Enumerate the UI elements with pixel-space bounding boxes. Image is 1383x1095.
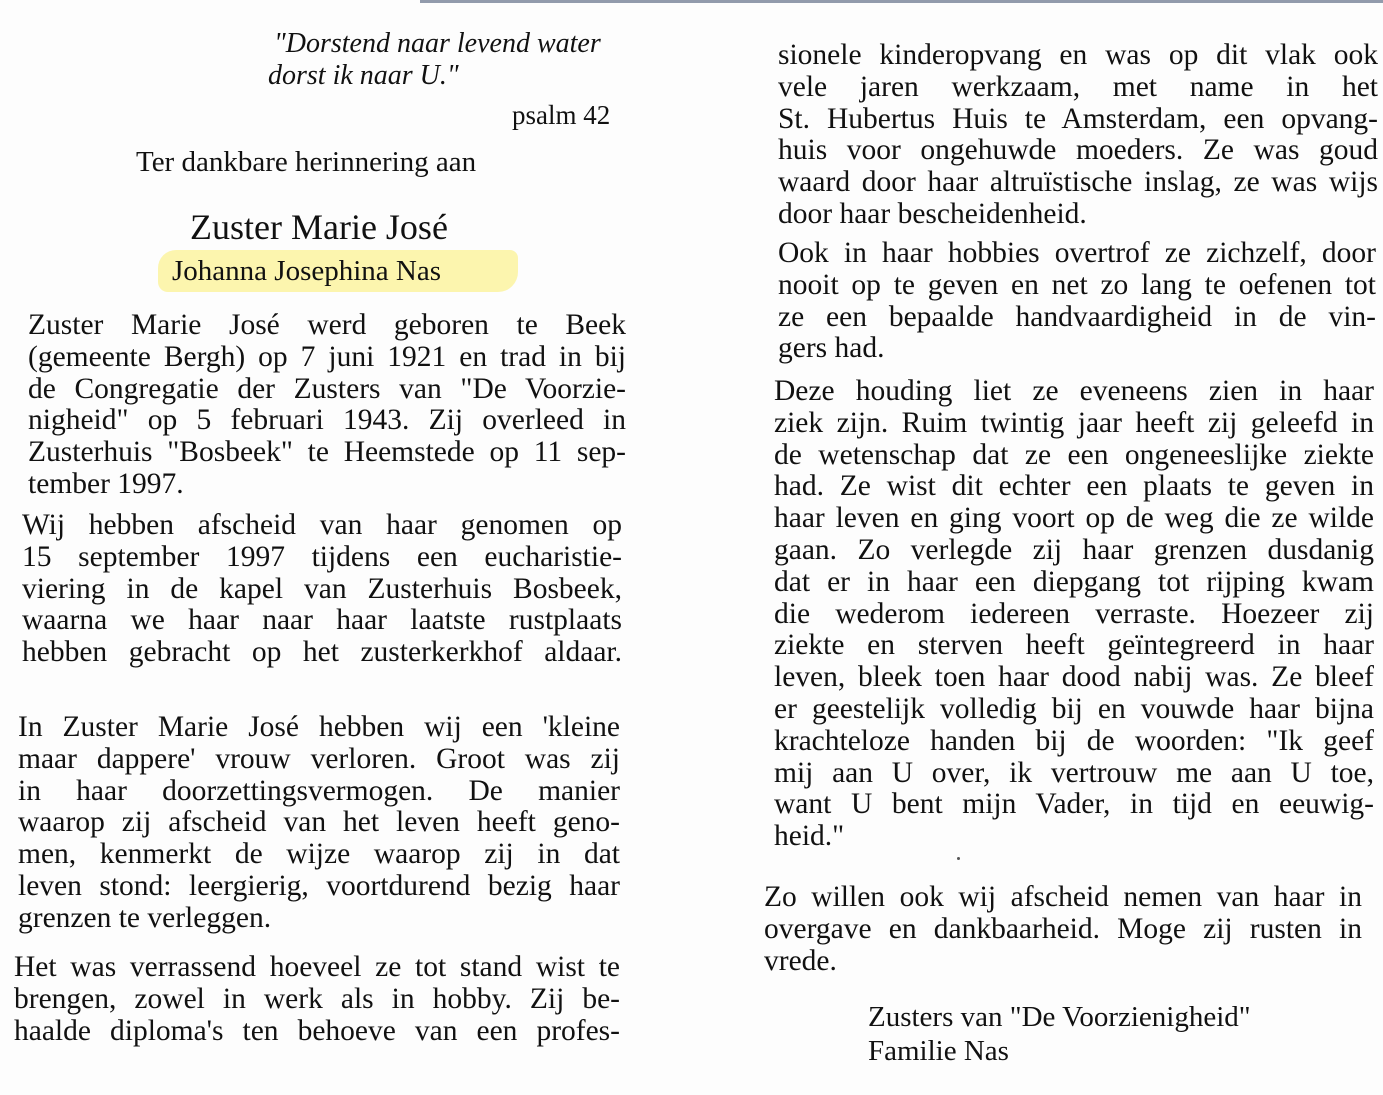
text-line: mij aan U over, ik vertrouw me aan U toe, xyxy=(774,756,1374,789)
text-line: Ook in haar hobbies overtrof ze zichzelf, door xyxy=(778,237,1376,269)
text-line: nooit op te geven en net zo lang te oefenen tot xyxy=(778,268,1376,301)
text-line: men, kenmerkt de wijze waarop zij in dat xyxy=(18,838,620,871)
text-line: haar leven en ging voort op de weg die ze wilde xyxy=(774,502,1374,535)
text-line: In Zuster Marie José hebben wij een 'kleine xyxy=(18,711,620,743)
paragraph-farewell xyxy=(22,510,622,669)
paragraph-closing xyxy=(764,882,1362,977)
text-line: vrede. xyxy=(764,944,837,977)
text-line: 15 september 1997 tijdens een eucharistie- xyxy=(22,540,622,573)
text-line: haalde diploma's ten behoeve van een profes- xyxy=(14,1014,620,1047)
intro-text: Ter dankbare herinnering aan xyxy=(136,146,477,178)
text-line: hebben gebracht op het zusterkerkhof aldaar. xyxy=(22,636,622,669)
text-line: (gemeente Bergh) op 7 juni 1921 en trad in bij xyxy=(28,340,626,373)
text-line: waarop zij afscheid van het leven heeft geno- xyxy=(18,806,620,839)
text-line: vele jaren werkzaam, met name in het xyxy=(778,70,1378,103)
text-line: viering in de kapel van Zusterhuis Bosbeek, xyxy=(22,572,622,605)
text-line: er geestelijk volledig bij en vouwde haar bijna xyxy=(774,692,1374,725)
paragraph-character xyxy=(18,712,620,935)
text-line: overgave en dankbaarheid. Moge zij rusten in xyxy=(764,912,1362,945)
text-line: die wederom iedereen verraste. Hoezeer zij xyxy=(774,597,1374,630)
text-line: Deze houding liet ze eveneens zien in haar xyxy=(774,375,1374,407)
text-line: huis voor ongehuwde moeders. Ze was goud xyxy=(778,134,1378,167)
motto-source: psalm 42 xyxy=(512,100,611,130)
text-line: had. Ze wist dit echter een plaats te geven in xyxy=(774,470,1374,503)
religious-name: Zuster Marie José xyxy=(190,207,448,247)
text-line: heid." xyxy=(774,820,845,853)
motto-line-2: dorst ik naar U." xyxy=(268,60,459,91)
text-line: door haar bescheidenheid. xyxy=(778,197,1087,230)
paragraph-work xyxy=(778,40,1378,231)
text-line: nigheid" op 5 februari 1943. Zij overleed in xyxy=(28,404,626,437)
text-line: gers had. xyxy=(778,332,885,365)
full-name-block xyxy=(158,250,518,292)
text-line: grenzen te verleggen. xyxy=(18,901,272,934)
text-line: tember 1997. xyxy=(28,467,184,500)
text-line: Het was verrassend hoeveel ze tot stand wist te xyxy=(14,951,620,983)
text-line: Zuster Marie José werd geboren te Beek xyxy=(28,309,626,341)
text-line: de wetenschap dat ze een ongeneeslijke ziekte xyxy=(774,438,1374,471)
paragraph-hobbies xyxy=(778,238,1376,365)
full-name: Johanna Josephina Nas xyxy=(172,255,442,287)
signature-block xyxy=(868,1000,1251,1068)
text-line: want U bent mijn Vader, in tijd en eeuwig- xyxy=(774,788,1374,821)
signature-line-2: Familie Nas xyxy=(868,1035,1009,1067)
text-line: waard door haar altruïstische inslag, ze was wijs xyxy=(778,166,1378,199)
paragraph-achievements xyxy=(14,952,620,1047)
text-line: leven stond: leergierig, voortdurend bezig haar xyxy=(18,869,620,902)
text-line: de Congregatie der Zusters van "De Voorzie- xyxy=(28,372,626,405)
text-line: waarna we haar naar haar laatste rustplaats xyxy=(22,604,622,637)
paragraph-birth xyxy=(28,310,626,501)
text-line: Wij hebben afscheid van haar genomen op xyxy=(22,509,622,541)
text-line: brengen, zowel in werk als in hobby. Zij be- xyxy=(14,982,620,1015)
paragraph-illness xyxy=(774,376,1374,853)
text-line: sionele kinderopvang en was op dit vlak ook xyxy=(778,39,1378,71)
scan-top-edge xyxy=(420,0,1383,3)
text-line: Zo willen ook wij afscheid nemen van haar in xyxy=(764,881,1362,913)
signature-line-1: Zusters van "De Voorzienigheid" xyxy=(868,1001,1251,1033)
text-line: in haar doorzettingsvermogen. De manier xyxy=(18,774,620,807)
text-line: leven, bleek toen haar dood nabij was. Ze bleef xyxy=(774,661,1374,694)
text-line: Zusterhuis "Bosbeek" te Heemstede op 11 sep- xyxy=(28,436,626,469)
text-line: ziek zijn. Ruim twintig jaar heeft zij geleefd in xyxy=(774,406,1374,439)
text-line: maar dappere' vrouw verloren. Groot was zij xyxy=(18,742,620,775)
text-line: gaan. Zo verlegde zij haar grenzen dusdanig xyxy=(774,533,1374,566)
text-line: krachteloze handen bij de woorden: "Ik geef xyxy=(774,724,1374,757)
text-line: ze een bepaalde handvaardigheid in de vin- xyxy=(778,300,1376,333)
motto-line-1: "Dorstend naar levend water xyxy=(274,28,601,59)
scan-speck xyxy=(957,857,960,860)
text-line: dat er in haar een diepgang tot rijping kwam xyxy=(774,565,1374,598)
text-line: ziekte en sterven heeft geïntegreerd in haar xyxy=(774,629,1374,662)
text-line: St. Hubertus Huis te Amsterdam, een opvang- xyxy=(778,102,1378,135)
